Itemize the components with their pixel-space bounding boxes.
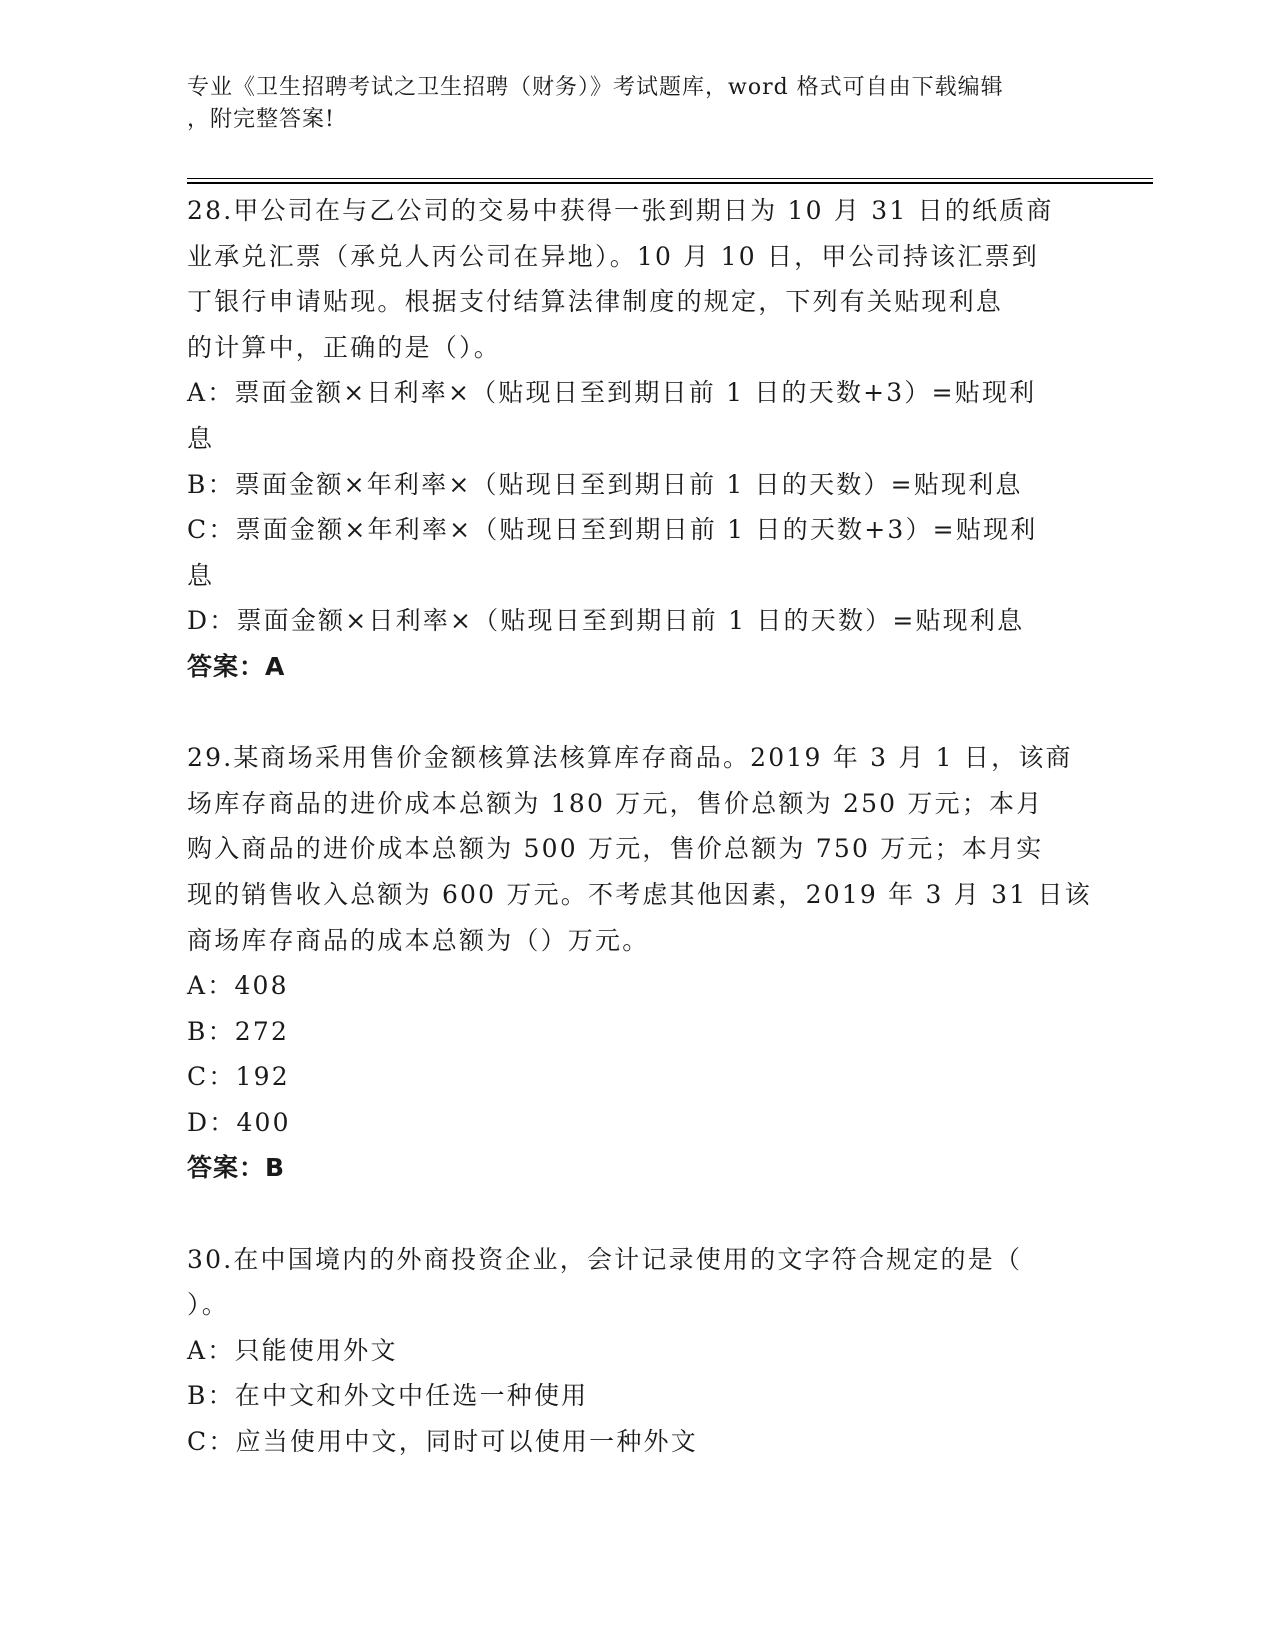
option-d: D：票面金额×日利率×（贴现日至到期日前 1 日的天数）=贴现利息 bbox=[187, 606, 1025, 636]
question-spacer bbox=[187, 1191, 1087, 1237]
question-stem-line: 的计算中，正确的是（）。 bbox=[187, 332, 501, 362]
header-line-2: ，附完整答案! bbox=[187, 107, 335, 132]
option-c: C：192 bbox=[187, 1062, 290, 1092]
option-a: A：只能使用外文 bbox=[187, 1335, 398, 1365]
question-stem-line: 业承兑汇票（承兑人丙公司在异地）。10 月 10 日，甲公司持该汇票到 bbox=[187, 241, 1039, 271]
question-list bbox=[187, 188, 1092, 1465]
option-c: C：票面金额×年利率×（贴现日至到期日前 1 日的天数+3）=贴现利 bbox=[187, 515, 1038, 545]
question-29 bbox=[187, 735, 1092, 1191]
question-stem-line: 商场库存商品的成本总额为（）万元。 bbox=[187, 925, 650, 955]
answer-label: 答案：B bbox=[187, 1153, 286, 1183]
option-c-continued: 息 bbox=[187, 560, 215, 590]
header-divider-thick bbox=[187, 182, 1153, 184]
option-b: B：在中文和外文中任选一种使用 bbox=[187, 1381, 589, 1411]
option-b: B：272 bbox=[187, 1016, 290, 1046]
option-a: A：408 bbox=[187, 971, 289, 1001]
header-divider-thin bbox=[187, 178, 1153, 179]
option-a-continued: 息 bbox=[187, 423, 215, 453]
question-stem-line: 丁银行申请贴现。根据支付结算法律制度的规定，下列有关贴现利息 bbox=[187, 287, 1004, 317]
question-stem-line: 场库存商品的进价成本总额为 180 万元，售价总额为 250 万元；本月 bbox=[187, 788, 1044, 818]
header-line-1: 专业《卫生招聘考试之卫生招聘（财务）》考试题库，word 格式可自由下载编辑 bbox=[187, 75, 1004, 100]
question-stem-line: 28.甲公司在与乙公司的交易中获得一张到期日为 10 月 31 日的纸质商 bbox=[187, 196, 1054, 225]
question-spacer bbox=[187, 690, 1087, 736]
option-d: D：400 bbox=[187, 1107, 291, 1137]
option-b: B：票面金额×年利率×（贴现日至到期日前 1 日的天数）=贴现利息 bbox=[187, 469, 1023, 499]
option-c: C：应当使用中文，同时可以使用一种外文 bbox=[187, 1427, 698, 1457]
question-30 bbox=[187, 1237, 1087, 1465]
option-a: A：票面金额×日利率×（贴现日至到期日前 1 日的天数+3）=贴现利 bbox=[187, 378, 1037, 408]
question-stem-line: ）。 bbox=[187, 1290, 229, 1320]
question-stem-line: 购入商品的进价成本总额为 500 万元，售价总额为 750 万元；本月实 bbox=[187, 834, 1044, 864]
answer-label: 答案：A bbox=[187, 651, 286, 681]
question-stem-line: 29.某商场采用售价金额核算法核算库存商品。2019 年 3 月 1 日，该商 bbox=[187, 743, 1073, 773]
document-header bbox=[187, 72, 1067, 136]
question-stem-line: 现的销售收入总额为 600 万元。不考虑其他因素，2019 年 3 月 31 日该 bbox=[187, 879, 1092, 909]
question-28 bbox=[187, 188, 1087, 690]
question-stem-line: 30.在中国境内的外商投资企业，会计记录使用的文字符合规定的是（ bbox=[187, 1244, 1023, 1274]
